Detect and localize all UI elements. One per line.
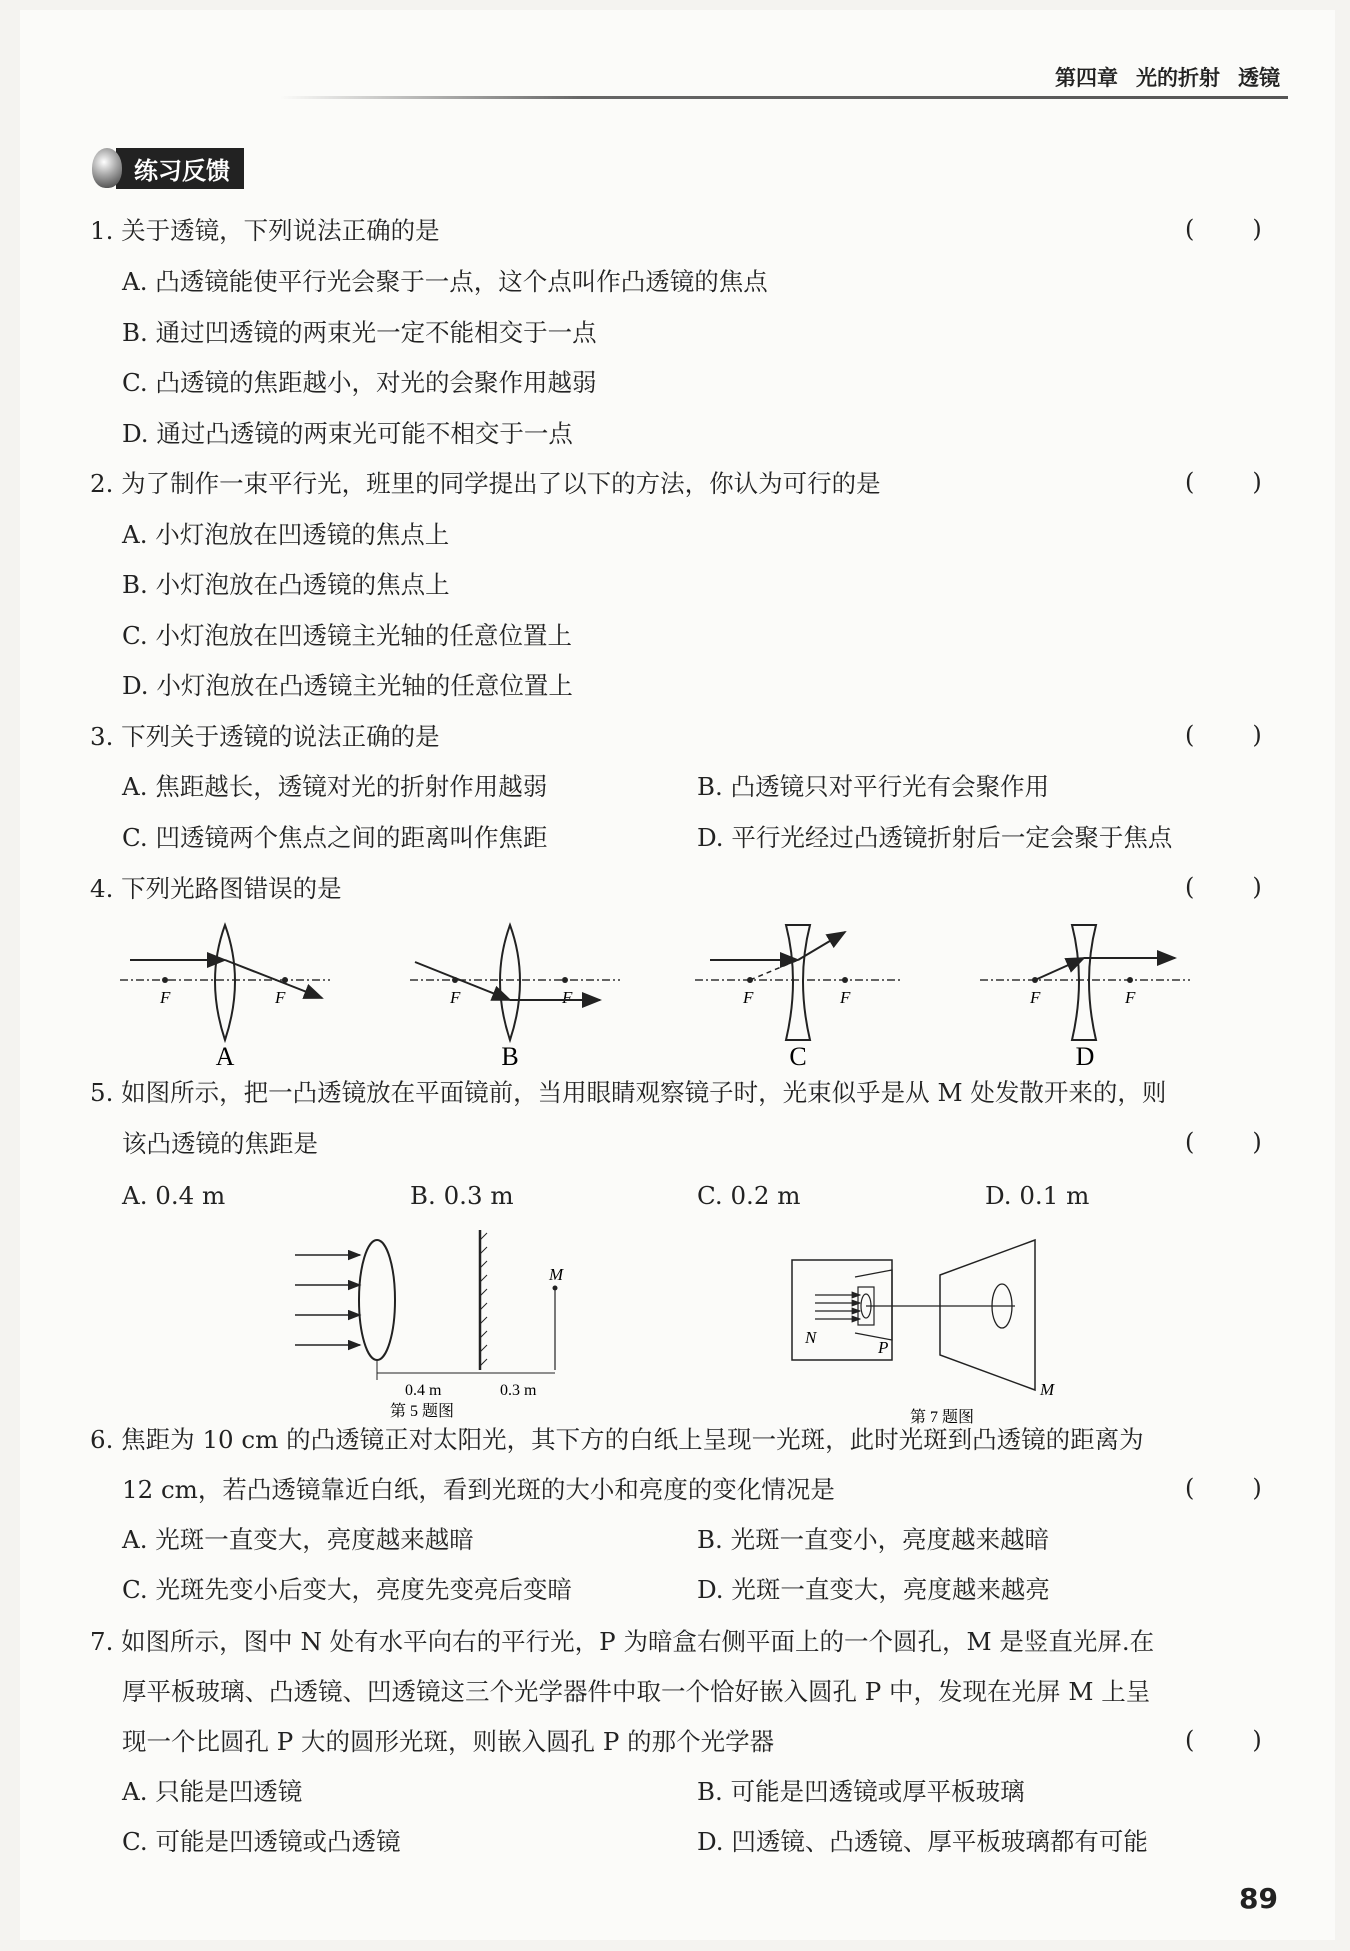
q6-option-d: D. 光斑一直变大，亮度越来越亮 [697, 1575, 1050, 1604]
chapter-label: 第四章 [1055, 66, 1118, 90]
q2-option-d: D. 小灯泡放在凸透镜主光轴的任意位置上 [122, 671, 573, 700]
page-number: 89 [1239, 1882, 1278, 1915]
q5-answer-paren: () [1185, 1128, 1320, 1156]
focus-label: F [160, 988, 171, 1007]
q6-stem-line2: 12 cm，若凸透镜靠近白纸，看到光斑的大小和亮度的变化情况是 [122, 1475, 835, 1504]
header-rule [280, 96, 1288, 99]
diagram-b-caption: B [501, 1042, 519, 1071]
q4-stem: 4. 下列光路图错误的是 [90, 874, 342, 903]
q4-answer-paren: () [1185, 873, 1320, 901]
section-label: 练习反馈 [116, 148, 244, 189]
diagram-b [410, 925, 620, 1071]
focus-label: F [840, 988, 851, 1007]
q7-stem-line1: 7. 如图所示，图中 N 处有水平向右的平行光，P 为暗盒右侧平面上的一个圆孔，M 是竖直光屏.在 [90, 1627, 1155, 1656]
q7-stem-line3: 现一个比圆孔 P 大的圆形光斑，则嵌入圆孔 P 的那个光学器 [122, 1727, 775, 1756]
q1-answer-paren: () [1185, 215, 1320, 243]
q7-stem-line2: 厚平板玻璃、凸透镜、凹透镜这三个光学器件中取一个恰好嵌入圆孔 P 中，发现在光屏 M 上呈 [122, 1677, 1151, 1706]
q1-option-b: B. 通过凹透镜的两束光一定不能相交于一点 [122, 318, 597, 347]
fig5-caption: 第 5 题图 [390, 1403, 455, 1420]
q3-option-c: C. 凹透镜两个焦点之间的距离叫作焦距 [122, 823, 548, 852]
q2-option-c: C. 小灯泡放在凹透镜主光轴的任意位置上 [122, 621, 572, 650]
q7-option-b: B. 可能是凹透镜或厚平板玻璃 [697, 1777, 1025, 1806]
fig5-label-m: M [549, 1265, 564, 1284]
q7-option-d: D. 凹透镜、凸透镜、厚平板玻璃都有可能 [697, 1827, 1148, 1856]
focus-label: F [562, 988, 573, 1007]
q6-option-c: C. 光斑先变小后变大，亮度先变亮后变暗 [122, 1575, 572, 1604]
page-header [1037, 62, 1280, 92]
chapter-title-1: 光的折射 [1136, 66, 1220, 90]
lightbulb-icon [92, 148, 122, 188]
q4-diagrams [100, 920, 1250, 1070]
q5-option-c: C. 0.2 m [697, 1181, 801, 1210]
diagram-d [980, 925, 1190, 1071]
focus-label: F [450, 988, 461, 1007]
q5-option-b: B. 0.3 m [410, 1181, 514, 1210]
q2-option-a: A. 小灯泡放在凹透镜的焦点上 [122, 520, 450, 549]
diagram-c-caption: C [789, 1042, 807, 1071]
q5-option-a: A. 0.4 m [122, 1181, 226, 1210]
diagram-d-caption: D [1075, 1042, 1095, 1071]
focus-label: F [1030, 988, 1041, 1007]
q3-stem: 3. 下列关于透镜的说法正确的是 [90, 722, 440, 751]
q6-stem-line1: 6. 焦距为 10 cm 的凸透镜正对太阳光，其下方的白纸上呈现一光斑，此时光斑到凸透镜的距离为 [90, 1425, 1144, 1454]
section-tag [92, 150, 244, 186]
q2-answer-paren: () [1185, 468, 1320, 496]
figure-5 [285, 1230, 595, 1420]
q3-option-d: D. 平行光经过凸透镜折射后一定会聚于焦点 [697, 823, 1173, 852]
q1-option-c: C. 凸透镜的焦距越小，对光的会聚作用越弱 [122, 368, 597, 397]
q2-stem: 2. 为了制作一束平行光，班里的同学提出了以下的方法，你认为可行的是 [90, 469, 881, 498]
q3-answer-paren: () [1185, 721, 1320, 749]
fig7-label-m: M [1040, 1380, 1055, 1399]
q7-answer-paren: () [1185, 1726, 1320, 1754]
fig7-label-p: P [878, 1338, 889, 1357]
focus-label: F [275, 988, 286, 1007]
figure-7 [780, 1225, 1080, 1426]
focus-label: F [743, 988, 754, 1007]
fig5-distance-2: 0.3 m [500, 1382, 537, 1399]
fig7-caption: 第 7 题图 [910, 1409, 975, 1426]
q6-option-a: A. 光斑一直变大，亮度越来越暗 [122, 1525, 474, 1554]
fig7-label-n: N [805, 1328, 817, 1347]
q1-stem: 1. 关于透镜，下列说法正确的是 [90, 216, 440, 245]
q2-option-b: B. 小灯泡放在凸透镜的焦点上 [122, 570, 450, 599]
q7-option-a: A. 只能是凹透镜 [122, 1777, 303, 1806]
q5-stem-line2: 该凸透镜的焦距是 [122, 1129, 318, 1158]
q5-option-d: D. 0.1 m [985, 1181, 1090, 1210]
q1-option-d: D. 通过凸透镜的两束光可能不相交于一点 [122, 419, 573, 448]
diagram-c [695, 925, 900, 1071]
fig5-distance-1: 0.4 m [405, 1382, 442, 1399]
focus-label: F [1125, 988, 1136, 1007]
q7-option-c: C. 可能是凹透镜或凸透镜 [122, 1827, 401, 1856]
chapter-title-2: 透镜 [1238, 66, 1280, 90]
q3-option-b: B. 凸透镜只对平行光有会聚作用 [697, 772, 1050, 801]
q1-option-a: A. 凸透镜能使平行光会聚于一点，这个点叫作凸透镜的焦点 [122, 267, 768, 296]
diagram-a [120, 925, 330, 1071]
diagram-a-caption: A [215, 1042, 235, 1071]
q6-option-b: B. 光斑一直变小，亮度越来越暗 [697, 1525, 1050, 1554]
q3-option-a: A. 焦距越长，透镜对光的折射作用越弱 [122, 772, 548, 801]
q5-stem-line1: 5. 如图所示，把一凸透镜放在平面镜前，当用眼睛观察镜子时，光束似乎是从 M 处发散开来的，则 [90, 1078, 1167, 1107]
q6-answer-paren: () [1185, 1474, 1320, 1502]
